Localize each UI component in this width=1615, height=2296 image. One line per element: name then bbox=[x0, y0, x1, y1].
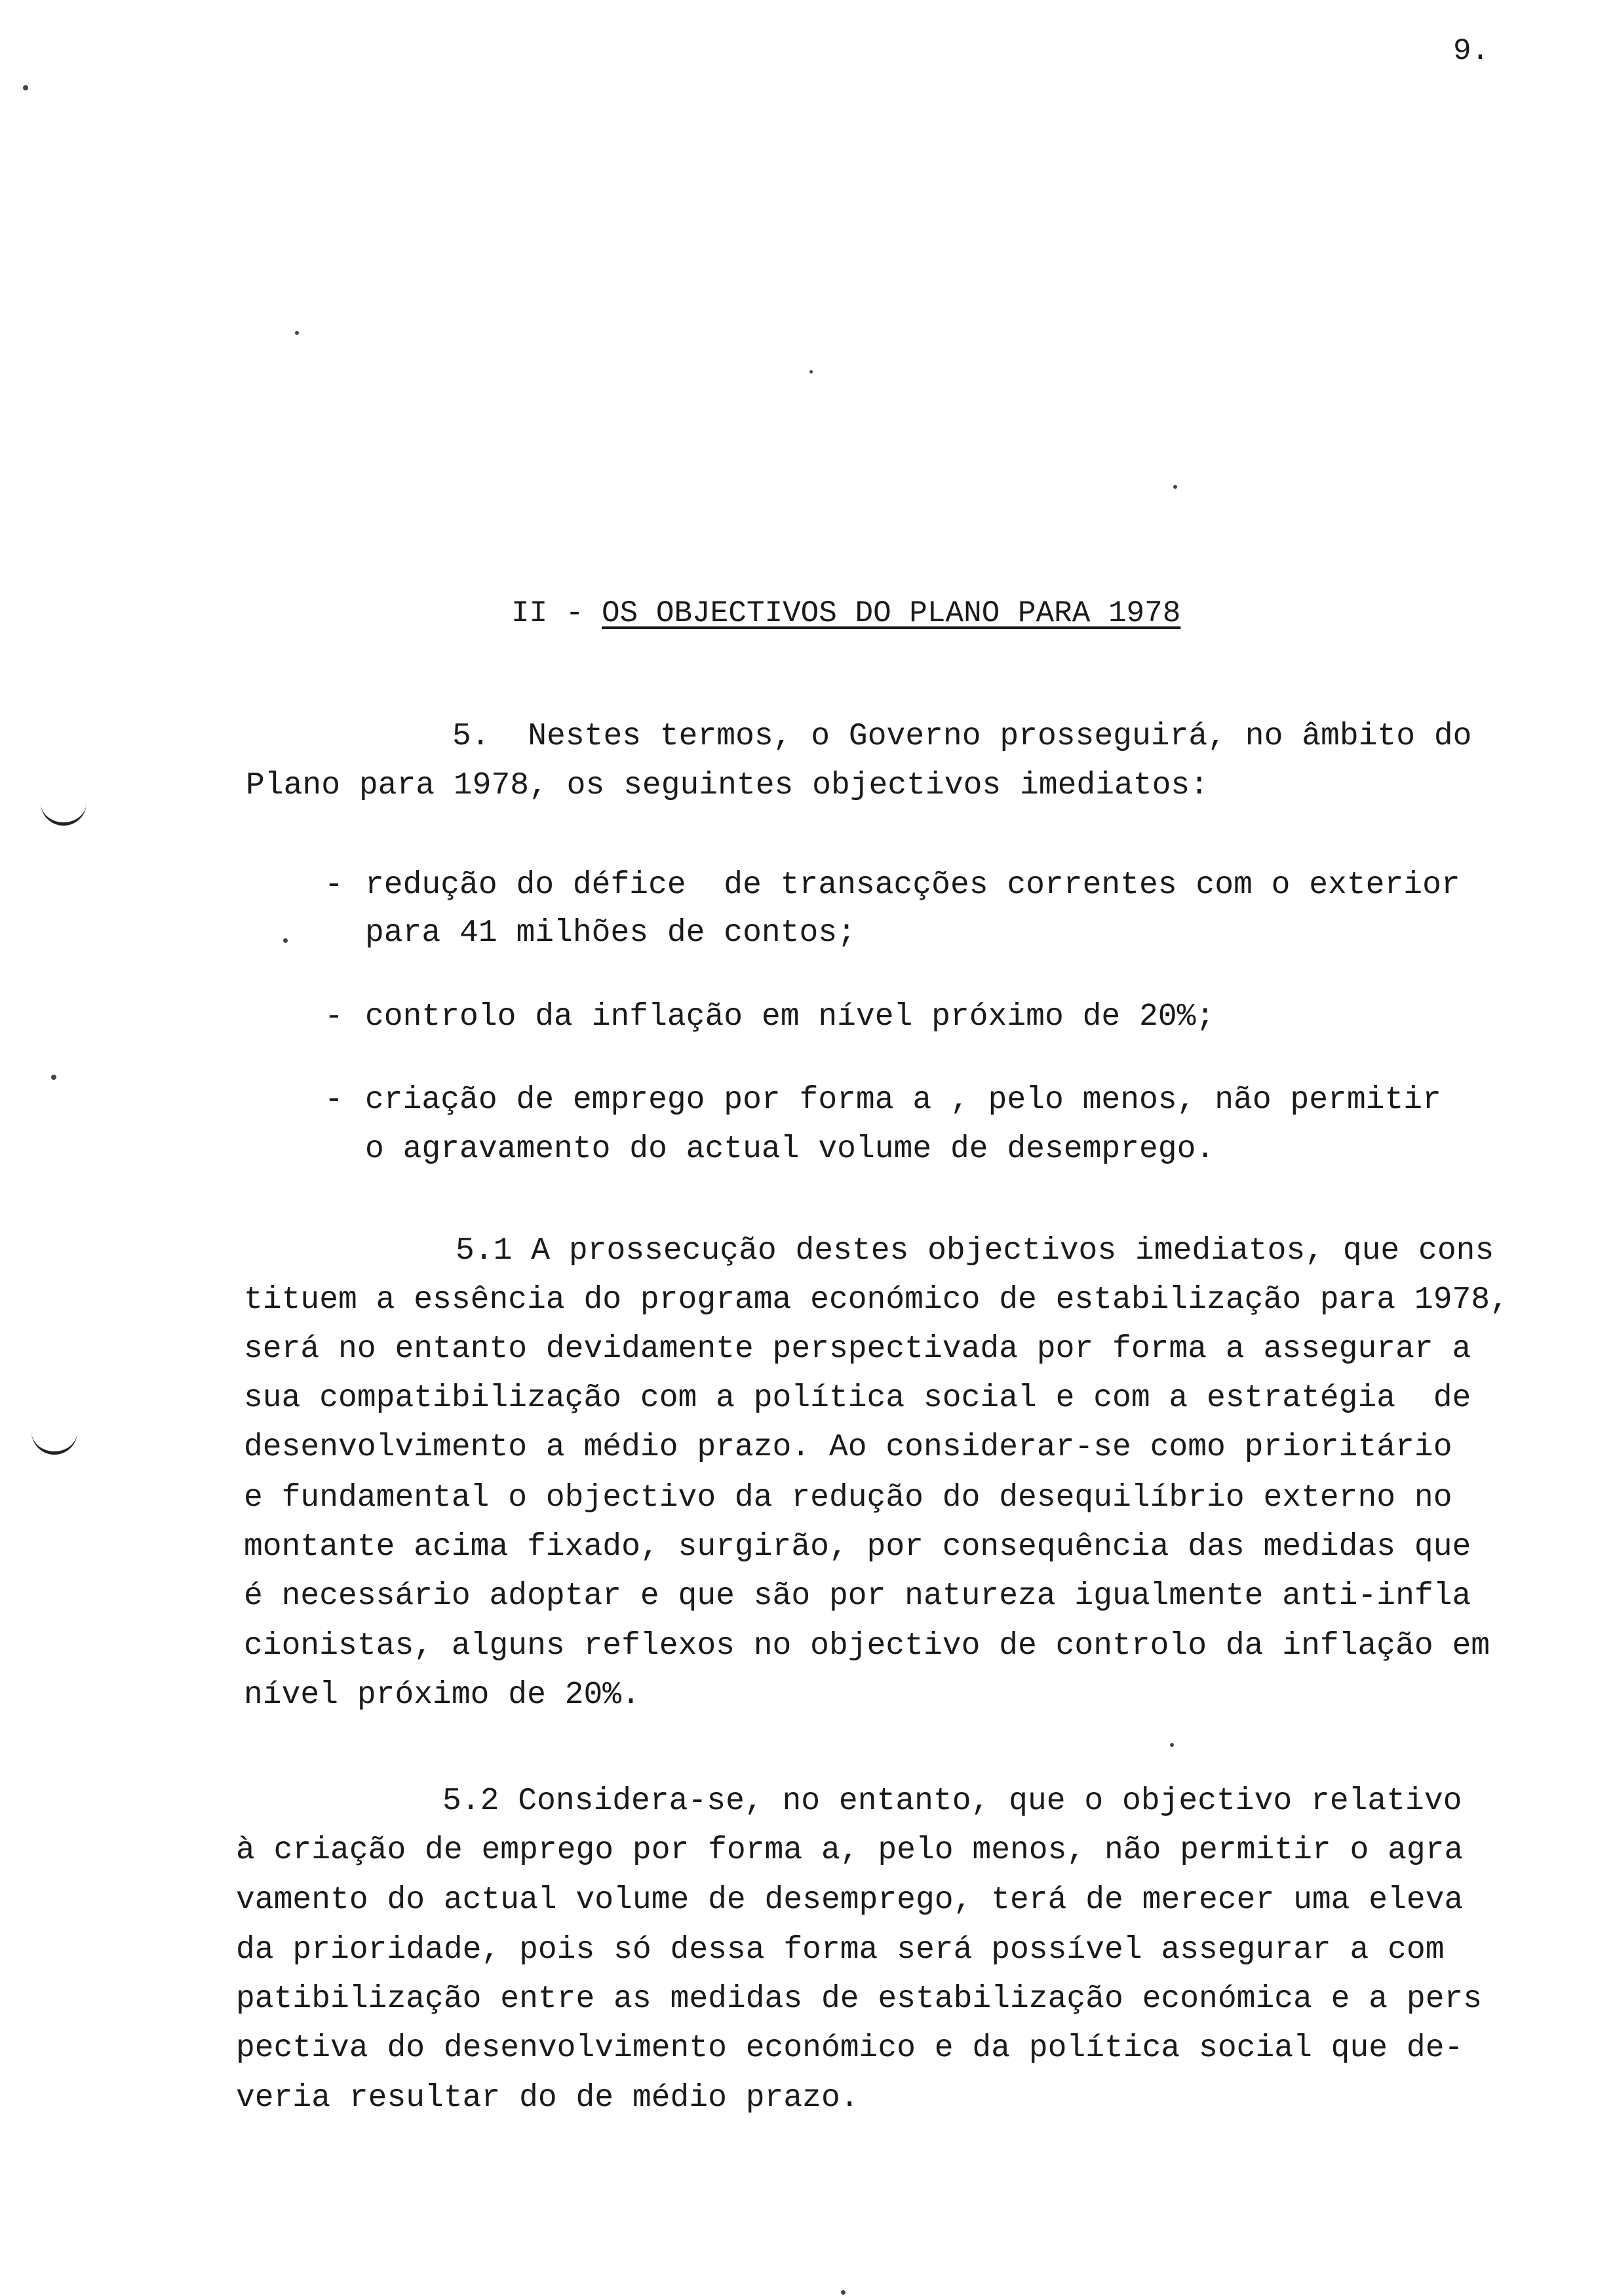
section-heading bbox=[511, 596, 1180, 630]
scan-speck bbox=[295, 331, 299, 335]
binder-hole-mark bbox=[41, 803, 87, 826]
scan-speck bbox=[1173, 485, 1177, 489]
para-5-1-line-10: nível próximo de 20%. bbox=[244, 1677, 640, 1713]
para-5-2-line-4: da prioridade, pois só dessa forma será possível assegurar a com bbox=[236, 1932, 1445, 1968]
para-5-2-line-3: vamento do actual volume de desemprego, terá de merecer uma eleva bbox=[236, 1883, 1464, 1918]
bullet-1-marker: - bbox=[324, 868, 343, 903]
bullet-1-line-1: redução do défice de transacções correntes com o exterior bbox=[365, 868, 1460, 903]
bullet-3-marker: - bbox=[324, 1082, 343, 1118]
para-5-2-line-2: à criação de emprego por forma a, pelo menos, não permitir o agra bbox=[236, 1833, 1464, 1868]
scan-speck bbox=[841, 2290, 846, 2295]
para-5-1-line-6: e fundamental o objectivo da redução do desequilíbrio externo no bbox=[244, 1480, 1452, 1516]
para-5-1-line-4: sua compatibilização com a política social e com a estratégia de bbox=[244, 1381, 1471, 1416]
para-5-1-line-1: 5.1 A prossecução destes objectivos imediatos, que cons bbox=[456, 1233, 1494, 1269]
bullet-2-line-1: controlo da inflação em nível próximo de 20%; bbox=[365, 999, 1215, 1035]
bullet-3-line-2: o agravamento do actual volume de desemprego. bbox=[365, 1132, 1215, 1167]
para-5-1-line-7: montante acima fixado, surgirão, por consequência das medidas que bbox=[244, 1529, 1471, 1565]
scan-speck bbox=[283, 938, 288, 943]
bullet-2-marker: - bbox=[324, 999, 343, 1035]
para-5-1-line-9: cionistas, alguns reflexos no objectivo de controlo da inflação em bbox=[244, 1628, 1490, 1664]
para-5-1-line-5: desenvolvimento a médio prazo. Ao considerar-se como prioritário bbox=[244, 1430, 1452, 1465]
page-number: 9. bbox=[1453, 34, 1490, 68]
scan-speck bbox=[51, 1075, 56, 1080]
para-5-2-line-5: patibilização entre as medidas de estabilização económica e a pers bbox=[236, 1981, 1483, 2017]
para-5-line-1: 5. Nestes termos, o Governo prosseguirá, no âmbito do bbox=[452, 719, 1472, 754]
scan-speck bbox=[809, 370, 813, 373]
para-5-1-line-2: tituem a essência do programa económico de estabilização para 1978, bbox=[244, 1282, 1509, 1318]
para-5-2-line-7: veria resultar do de médio prazo. bbox=[236, 2080, 859, 2116]
para-5-line-2: Plano para 1978, os seguintes objectivos imediatos: bbox=[246, 768, 1209, 803]
para-5-1-line-3: será no entanto devidamente perspectivada por forma a assegurar a bbox=[244, 1331, 1471, 1367]
para-5-2-line-1: 5.2 Considera-se, no entanto, que o objectivo relativo bbox=[442, 1784, 1462, 1819]
binder-hole-mark bbox=[31, 1432, 77, 1455]
section-heading-title: OS OBJECTIVOS DO PLANO PARA 1978 bbox=[602, 596, 1181, 630]
bullet-3-line-1: criação de emprego por forma a , pelo menos, não permitir bbox=[365, 1082, 1441, 1118]
scan-speck bbox=[23, 85, 28, 90]
para-5-1-line-8: é necessário adoptar e que são por natureza igualmente anti-infla bbox=[244, 1578, 1471, 1614]
scan-speck bbox=[1170, 1743, 1174, 1747]
section-heading-prefix: II - bbox=[511, 596, 602, 630]
para-5-2-line-6: pectiva do desenvolvimento económico e da política social que de- bbox=[236, 2031, 1464, 2066]
bullet-1-line-2: para 41 milhões de contos; bbox=[365, 915, 856, 951]
